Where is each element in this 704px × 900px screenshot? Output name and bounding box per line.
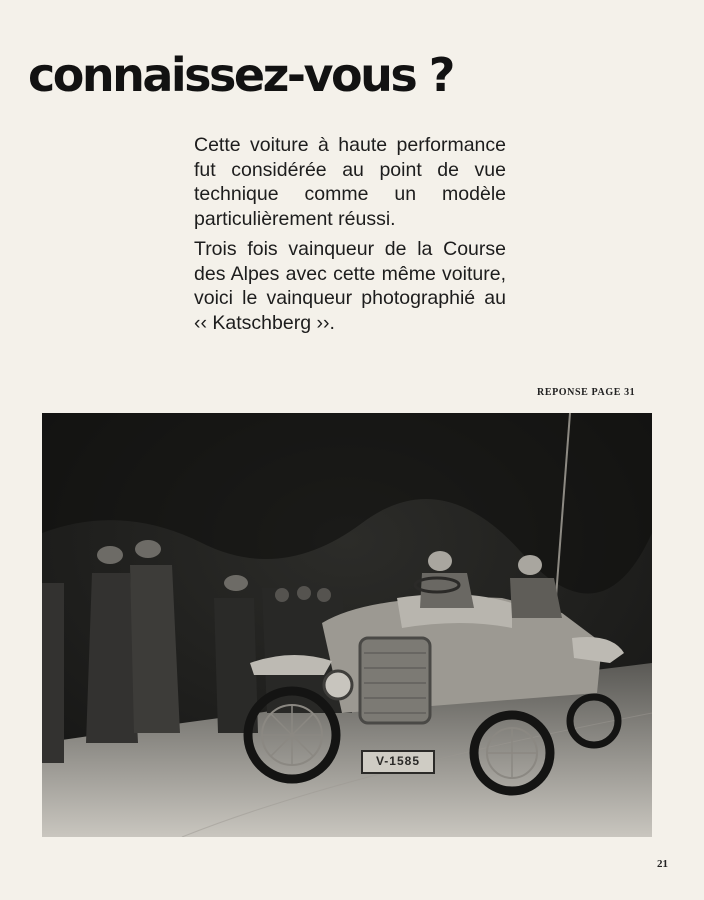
- answer-reference: REPONSE PAGE 31: [537, 387, 636, 398]
- page-number: 21: [657, 858, 668, 870]
- license-plate: V-1585: [375, 754, 421, 768]
- paragraph-winner: Trois fois vainqueur de la Course des Alpes avec cette même voiture, voici le vainqueur photographié au ‹‹ Katschberg ››.: [194, 238, 506, 334]
- photo-illustration: [42, 413, 652, 837]
- paragraph-description: Cette voiture à haute performance fut considérée au point de vue technique comme un modèle particulièrement réussi.: [194, 134, 506, 230]
- vintage-race-car-photo: [42, 413, 652, 837]
- headline: connaissez-vous ?: [28, 48, 453, 102]
- body-text: [194, 133, 506, 341]
